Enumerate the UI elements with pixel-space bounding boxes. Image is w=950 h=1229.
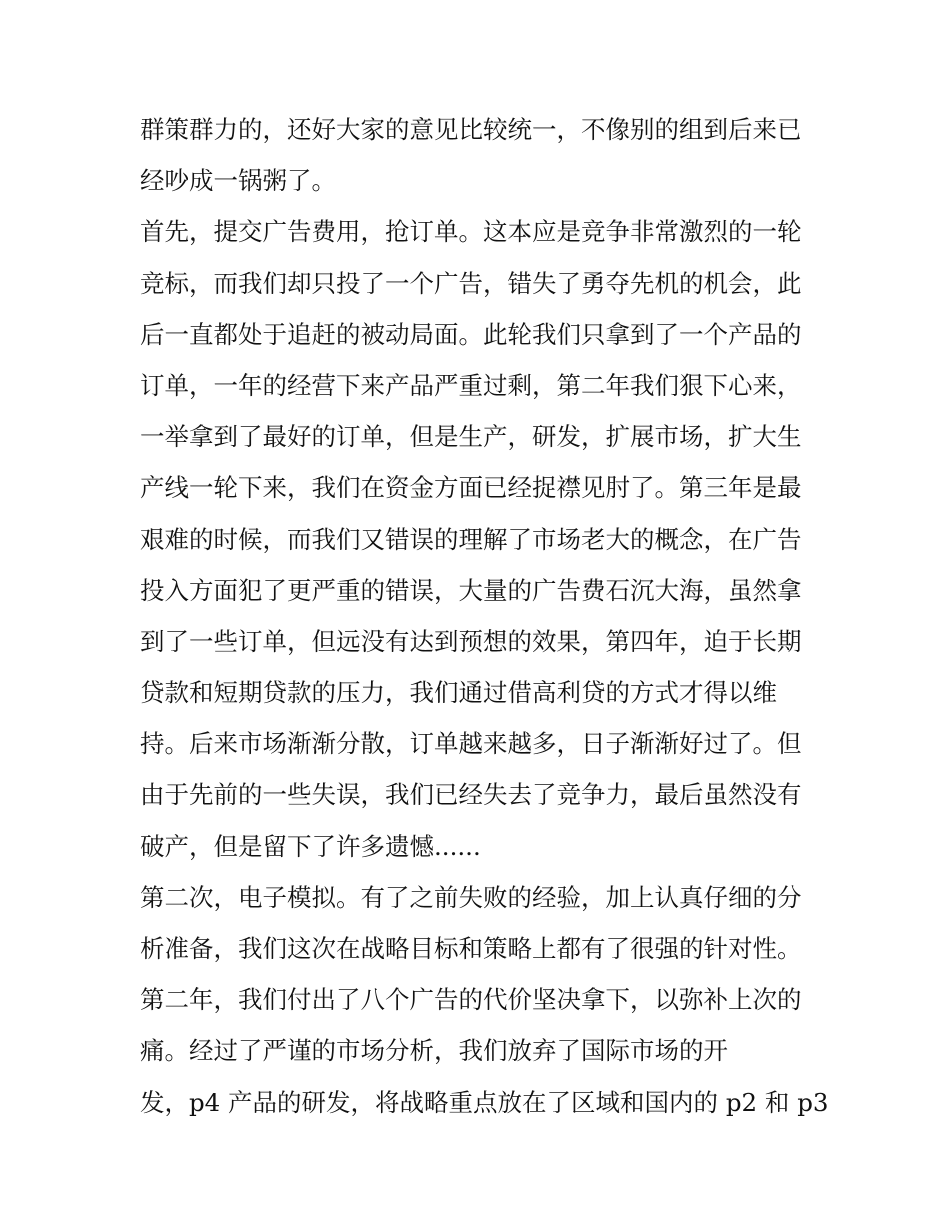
document-body <box>140 104 829 1128</box>
text-line: 首先，提交广告费用，抢订单。这本应是竞争非常激烈的一轮 <box>140 217 802 247</box>
text-line: 析准备，我们这次在战略目标和策略上都有了很强的针对性。 <box>140 934 802 963</box>
text-line: 后一直都处于追赶的被动局面。此轮我们只拿到了一个产品的 <box>140 319 802 349</box>
text-line: 订单，一年的经营下来产品严重过剩，第二年我们狠下心来， <box>140 370 802 400</box>
text-line: 竞标，而我们却只投了一个广告，错失了勇夺先机的机会，此 <box>140 268 802 298</box>
text-line: 产线一轮下来，我们在资金方面已经捉襟见肘了。第三年是最 <box>140 473 802 503</box>
text-line: 到了一些订单，但远没有达到预想的效果，第四年，迫于长期 <box>140 626 802 656</box>
text-line: 经吵成一锅粥了。 <box>140 166 336 196</box>
text-line: 群策群力的，还好大家的意见比较统一，不像别的组到后来已 <box>140 115 802 144</box>
text-line: 艰难的时候，而我们又错误的理解了市场老大的概念，在广告 <box>140 524 802 554</box>
text-line: 发，p4 产品的研发，将战略重点放在了区域和国内的 p2 和 p3 <box>140 1087 829 1117</box>
text-line: 投入方面犯了更严重的错误，大量的广告费石沉大海，虽然拿 <box>140 575 802 605</box>
text-line: 第二次，电子模拟。有了之前失败的经验，加上认真仔细的分 <box>140 882 802 912</box>
text-line: 破产，但是留下了许多遗憾...... <box>140 831 481 861</box>
text-line: 由于先前的一些失误，我们已经失去了竞争力，最后虽然没有 <box>140 780 802 810</box>
text-line: 痛。经过了严谨的市场分析，我们放弃了国际市场的开 <box>140 1036 728 1066</box>
text-line: 贷款和短期贷款的压力，我们通过借高利贷的方式才得以维 <box>140 678 777 708</box>
text-line: 持。后来市场渐渐分散，订单越来越多，日子渐渐好过了。但 <box>140 729 802 759</box>
text-line: 一举拿到了最好的订单，但是生产，研发，扩展市场，扩大生 <box>140 422 802 452</box>
text-line: 第二年，我们付出了八个广告的代价坚决拿下，以弥补上次的 <box>140 985 802 1015</box>
